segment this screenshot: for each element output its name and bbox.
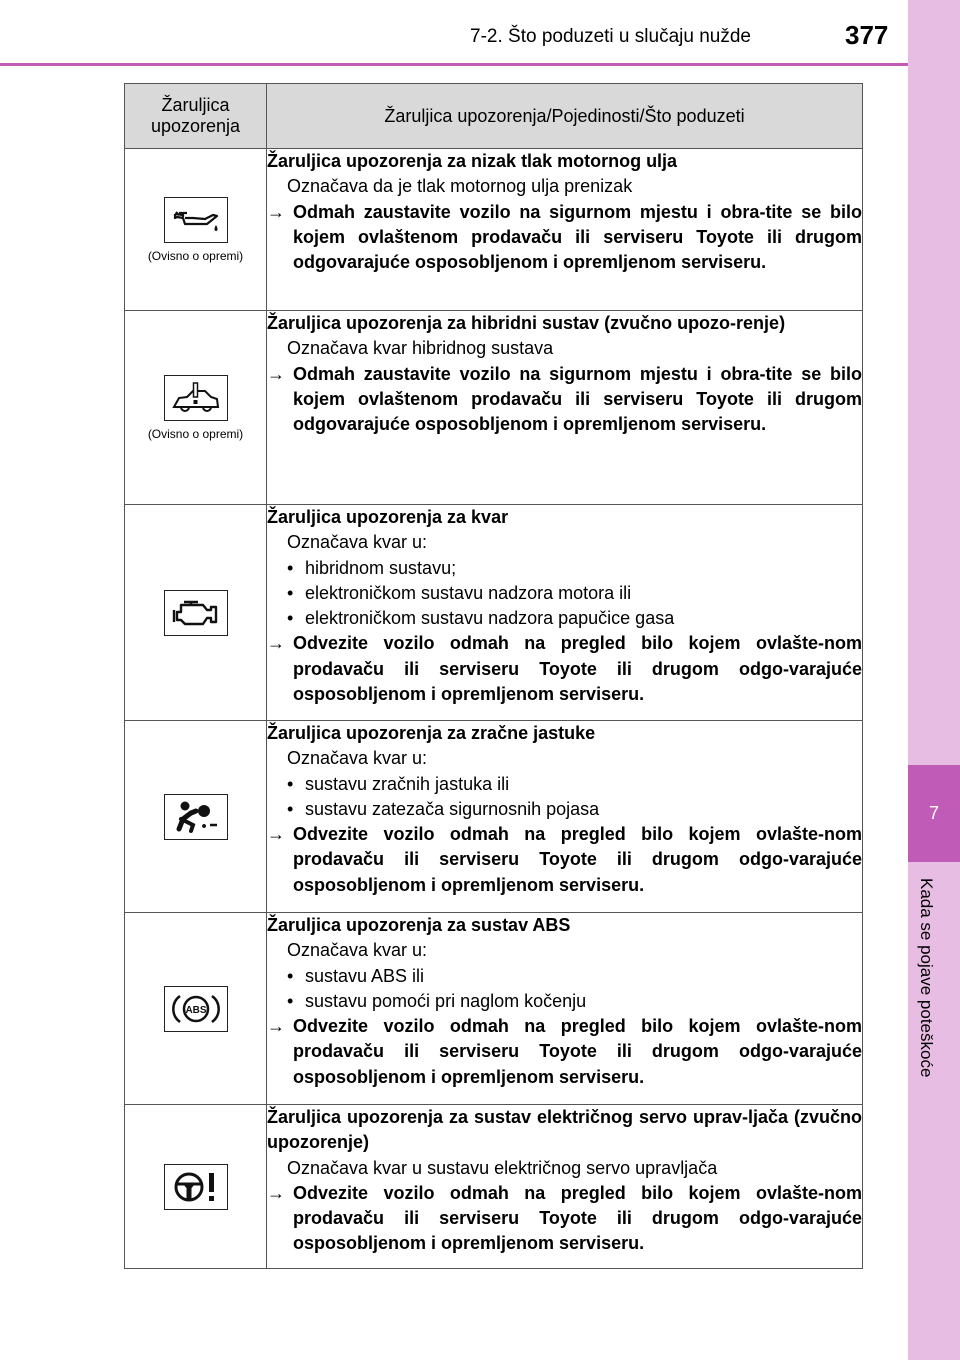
airbag-icon: [164, 794, 228, 840]
icon-cell: [125, 149, 267, 311]
table-row: [125, 149, 863, 311]
list-item: • elektroničkom sustavu nadzora papučice gasa: [287, 608, 675, 629]
action-text: Odvezite vozilo odmah na pregled bilo kojem ovlašte-nom prodavaču ili serviseru Toyote ili drugom odgo-varajuće osposobljenom i opremljenom serviseru.: [293, 633, 862, 705]
arrow-icon: →: [267, 363, 285, 384]
action-text: Odvezite vozilo odmah na pregled bilo kojem ovlašte-nom prodavaču ili serviseru Toyote ili drugom odgo-varajuće osposobljenom i opremljenom serviseru.: [293, 1016, 862, 1087]
chapter-label: Kada se pojave poteškoće: [917, 878, 936, 1078]
action-instruction: [267, 822, 862, 898]
light-title: Žaruljica upozorenja za kvar: [267, 507, 509, 527]
list-item: • sustavu zračnih jastuka ili: [287, 773, 510, 794]
column-header-details: Žaruljica upozorenja/Pojedinosti/Što poduzeti: [267, 84, 863, 149]
list-item: • sustavu pomoći pri naglom kočenju: [287, 990, 587, 1011]
section-title: 7-2. Što poduzeti u slučaju nužde: [470, 26, 751, 47]
action-instruction: [267, 200, 862, 276]
light-title: Žaruljica upozorenja za hibridni sustav (zvučno upozo-renje): [267, 313, 786, 333]
action-instruction: [267, 1014, 862, 1090]
light-meaning: Označava kvar u sustavu električnog servo upravljača: [287, 1157, 718, 1178]
side-tab-strip: [908, 0, 960, 1360]
light-meaning: Označava kvar hibridnog sustava: [287, 338, 554, 359]
action-text: Odvezite vozilo odmah na pregled bilo kojem ovlašte-nom prodavaču ili serviseru Toyote ili drugom odgo-varajuće osposobljenom i opremljenom serviseru.: [293, 824, 862, 895]
table-row: [125, 1105, 863, 1269]
equipment-note: (Ovisno o opremi): [147, 248, 244, 263]
column-header-light: Žaruljica upozorenja: [125, 84, 267, 149]
header-divider: [0, 63, 910, 66]
list-item: • sustavu ABS ili: [287, 965, 425, 986]
action-text: Odmah zaustavite vozilo na sigurnom mjestu i obra-tite se bilo kojem ovlaštenom prodavaču ili serviseru Toyote ili drugom odgovarajuće osposobljenom i opremljenom serviseru.: [293, 201, 862, 273]
icon-cell: [125, 311, 267, 505]
abs-icon: [164, 986, 228, 1032]
light-title: Žaruljica upozorenja za sustav ABS: [267, 915, 571, 935]
equipment-note: (Ovisno o opremi): [147, 426, 244, 441]
list-item: • sustavu zatezača sigurnosnih pojasa: [287, 798, 600, 819]
table-row: [125, 913, 863, 1105]
icon-cell: [125, 721, 267, 913]
action-instruction: [267, 631, 862, 707]
warning-lights-table: [124, 83, 863, 1269]
light-meaning: Označava kvar u:: [287, 748, 428, 769]
table-row: [125, 721, 863, 913]
table-row: [125, 311, 863, 505]
description-cell: [267, 721, 863, 913]
table-header-row: [125, 84, 863, 149]
power-steering-warning-icon: [164, 1164, 228, 1210]
arrow-icon: →: [267, 824, 285, 845]
arrow-icon: →: [267, 1182, 285, 1203]
abs-label: ABS: [184, 1004, 207, 1016]
light-title: Žaruljica upozorenja za zračne jastuke: [267, 723, 596, 743]
list-item: • elektroničkom sustavu nadzora motora ili: [287, 582, 632, 603]
action-text: Odmah zaustavite vozilo na sigurnom mjestu i obra-tite se bilo kojem ovlaštenom prodavaču ili serviseru Toyote ili drugom odgovarajuće osposobljenom i opremljenom serviseru.: [293, 363, 862, 435]
description-cell: [267, 505, 863, 721]
action-text: Odvezite vozilo odmah na pregled bilo kojem ovlašte-nom prodavaču ili serviseru Toyote ili drugom odgo-varajuće osposobljenom i opremljenom serviseru.: [293, 1182, 862, 1254]
light-meaning: Označava kvar u:: [287, 532, 428, 553]
light-meaning: Označava kvar u:: [287, 940, 428, 961]
action-instruction: [267, 1181, 862, 1257]
description-cell: [267, 913, 863, 1105]
action-instruction: [267, 362, 862, 438]
list-item: • hibridnom sustavu;: [287, 557, 457, 578]
oil-pressure-icon: [164, 197, 228, 243]
light-title: Žaruljica upozorenja za nizak tlak motornog ulja: [267, 151, 678, 171]
table-row: [125, 505, 863, 721]
icon-cell: [125, 1105, 267, 1269]
icon-cell: [125, 505, 267, 721]
page-number: 377: [845, 20, 889, 50]
arrow-icon: →: [267, 633, 285, 654]
arrow-icon: →: [267, 201, 285, 222]
description-cell: [267, 149, 863, 311]
description-cell: [267, 311, 863, 505]
check-engine-icon: [164, 590, 228, 636]
icon-cell: [125, 913, 267, 1105]
light-meaning: Označava da je tlak motornog ulja prenizak: [287, 176, 633, 197]
description-cell: [267, 1105, 863, 1269]
chapter-number-tab: 7: [908, 765, 960, 862]
hybrid-system-warning-icon: [164, 375, 228, 421]
arrow-icon: →: [267, 1016, 285, 1037]
light-title: Žaruljica upozorenja za sustav električnog servo uprav-ljača (zvučno upozorenje): [267, 1107, 862, 1153]
